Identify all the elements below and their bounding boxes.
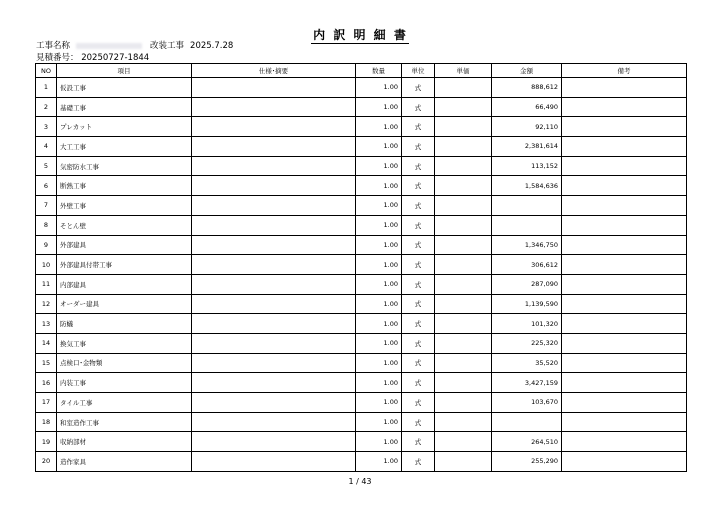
row-price	[435, 196, 492, 216]
row-spec	[192, 78, 356, 98]
table-row	[36, 412, 687, 432]
row-unit: 式	[402, 393, 435, 413]
row-qty: 1.00	[356, 393, 402, 413]
table-row	[36, 333, 687, 353]
row-price	[435, 215, 492, 235]
row-spec	[192, 373, 356, 393]
row-unit: 式	[402, 294, 435, 314]
row-qty: 1.00	[356, 452, 402, 472]
row-spec	[192, 235, 356, 255]
row-remarks	[562, 137, 687, 157]
row-no: 6	[36, 176, 57, 196]
row-remarks	[562, 235, 687, 255]
header-item: 項目	[57, 64, 192, 78]
header-unit: 単位	[402, 64, 435, 78]
row-unit: 式	[402, 373, 435, 393]
redacted-client-name	[76, 43, 142, 49]
row-remarks	[562, 274, 687, 294]
row-spec	[192, 137, 356, 157]
row-price	[435, 412, 492, 432]
row-item: 外部建具付帯工事	[57, 255, 192, 275]
row-remarks	[562, 373, 687, 393]
row-remarks	[562, 393, 687, 413]
row-price	[435, 97, 492, 117]
row-no: 10	[36, 255, 57, 275]
header-qty: 数量	[356, 64, 402, 78]
header-spec: 仕様･摘要	[192, 64, 356, 78]
row-item: 内部建具	[57, 274, 192, 294]
table-row	[36, 78, 687, 98]
row-item: 点検口･金物類	[57, 353, 192, 373]
row-qty: 1.00	[356, 255, 402, 275]
row-amount: 66,490	[492, 97, 562, 117]
row-price	[435, 255, 492, 275]
row-no: 2	[36, 97, 57, 117]
row-qty: 1.00	[356, 353, 402, 373]
row-price	[435, 294, 492, 314]
row-no: 3	[36, 117, 57, 137]
row-item: 断熱工事	[57, 176, 192, 196]
row-unit: 式	[402, 333, 435, 353]
row-spec	[192, 452, 356, 472]
row-qty: 1.00	[356, 235, 402, 255]
row-no: 17	[36, 393, 57, 413]
row-no: 7	[36, 196, 57, 216]
row-item: 大工工事	[57, 137, 192, 157]
row-item: 収納部材	[57, 432, 192, 452]
row-no: 16	[36, 373, 57, 393]
row-no: 20	[36, 452, 57, 472]
row-spec	[192, 117, 356, 137]
row-amount: 2,381,614	[492, 137, 562, 157]
table-row	[36, 432, 687, 452]
row-spec	[192, 255, 356, 275]
row-item: オーダー建具	[57, 294, 192, 314]
row-item: 気密防水工事	[57, 156, 192, 176]
row-item: 造作家具	[57, 452, 192, 472]
project-label: 工事名称	[36, 41, 71, 51]
row-item: 換気工事	[57, 333, 192, 353]
row-no: 5	[36, 156, 57, 176]
row-spec	[192, 196, 356, 216]
row-remarks	[562, 353, 687, 373]
row-no: 14	[36, 333, 57, 353]
row-remarks	[562, 294, 687, 314]
table-row	[36, 294, 687, 314]
row-amount	[492, 215, 562, 235]
row-remarks	[562, 412, 687, 432]
row-unit: 式	[402, 156, 435, 176]
row-no: 18	[36, 412, 57, 432]
row-qty: 1.00	[356, 412, 402, 432]
row-no: 4	[36, 137, 57, 157]
row-amount: 255,290	[492, 452, 562, 472]
row-remarks	[562, 97, 687, 117]
row-no: 8	[36, 215, 57, 235]
row-price	[435, 156, 492, 176]
table-row	[36, 117, 687, 137]
row-amount	[492, 196, 562, 216]
row-item: タイル工事	[57, 393, 192, 413]
row-remarks	[562, 196, 687, 216]
row-price	[435, 314, 492, 334]
table-row	[36, 255, 687, 275]
row-unit: 式	[402, 314, 435, 334]
table-row	[36, 137, 687, 157]
row-no: 9	[36, 235, 57, 255]
row-amount: 225,320	[492, 333, 562, 353]
row-qty: 1.00	[356, 156, 402, 176]
row-qty: 1.00	[356, 314, 402, 334]
row-qty: 1.00	[356, 176, 402, 196]
row-item: そとん壁	[57, 215, 192, 235]
row-unit: 式	[402, 235, 435, 255]
row-unit: 式	[402, 176, 435, 196]
table-row	[36, 353, 687, 373]
header-no: NO	[36, 64, 57, 78]
row-remarks	[562, 176, 687, 196]
row-spec	[192, 294, 356, 314]
project-name: 改装工事	[150, 41, 185, 51]
breakdown-table	[35, 63, 687, 472]
row-unit: 式	[402, 78, 435, 98]
row-price	[435, 452, 492, 472]
row-unit: 式	[402, 274, 435, 294]
row-amount: 306,612	[492, 255, 562, 275]
row-item: 外部建具	[57, 235, 192, 255]
table-row	[36, 235, 687, 255]
row-qty: 1.00	[356, 78, 402, 98]
row-no: 15	[36, 353, 57, 373]
table-row	[36, 156, 687, 176]
row-qty: 1.00	[356, 196, 402, 216]
table-row	[36, 393, 687, 413]
header-price: 単価	[435, 64, 492, 78]
row-unit: 式	[402, 255, 435, 275]
row-spec	[192, 393, 356, 413]
row-item: 外壁工事	[57, 196, 192, 216]
table-row	[36, 452, 687, 472]
row-remarks	[562, 314, 687, 334]
row-spec	[192, 333, 356, 353]
row-item: 防蟻	[57, 314, 192, 334]
row-no: 1	[36, 78, 57, 98]
row-qty: 1.00	[356, 432, 402, 452]
estimate-label: 見積番号：	[36, 53, 79, 63]
table-header-row	[36, 64, 687, 78]
row-item: 基礎工事	[57, 97, 192, 117]
row-spec	[192, 97, 356, 117]
row-price	[435, 432, 492, 452]
table-row	[36, 196, 687, 216]
row-spec	[192, 274, 356, 294]
row-amount: 92,110	[492, 117, 562, 137]
row-item: 和室造作工事	[57, 412, 192, 432]
row-price	[435, 176, 492, 196]
row-price	[435, 235, 492, 255]
project-date: 2025.7.28	[190, 41, 234, 51]
row-amount: 3,427,159	[492, 373, 562, 393]
row-item: 仮設工事	[57, 78, 192, 98]
row-qty: 1.00	[356, 333, 402, 353]
row-spec	[192, 432, 356, 452]
row-unit: 式	[402, 97, 435, 117]
row-amount: 35,520	[492, 353, 562, 373]
row-unit: 式	[402, 117, 435, 137]
row-qty: 1.00	[356, 294, 402, 314]
page-indicator: 1 / 43	[348, 477, 372, 486]
row-amount: 103,670	[492, 393, 562, 413]
table-row	[36, 97, 687, 117]
row-amount	[492, 412, 562, 432]
row-remarks	[562, 432, 687, 452]
row-unit: 式	[402, 215, 435, 235]
row-price	[435, 117, 492, 137]
row-remarks	[562, 156, 687, 176]
row-amount: 1,584,636	[492, 176, 562, 196]
row-amount: 1,346,750	[492, 235, 562, 255]
document-title: 内 訳 明 細 書	[313, 28, 408, 42]
row-qty: 1.00	[356, 373, 402, 393]
row-amount: 113,152	[492, 156, 562, 176]
row-spec	[192, 215, 356, 235]
header-amount: 金額	[492, 64, 562, 78]
estimate-line	[36, 51, 149, 63]
row-item: プレカット	[57, 117, 192, 137]
row-price	[435, 78, 492, 98]
row-price	[435, 137, 492, 157]
row-spec	[192, 314, 356, 334]
row-unit: 式	[402, 353, 435, 373]
row-unit: 式	[402, 196, 435, 216]
row-item: 内装工事	[57, 373, 192, 393]
project-line	[36, 39, 233, 51]
row-amount: 264,510	[492, 432, 562, 452]
row-spec	[192, 176, 356, 196]
row-unit: 式	[402, 412, 435, 432]
row-unit: 式	[402, 137, 435, 157]
table-row	[36, 176, 687, 196]
row-remarks	[562, 78, 687, 98]
row-unit: 式	[402, 452, 435, 472]
row-remarks	[562, 215, 687, 235]
row-no: 13	[36, 314, 57, 334]
row-remarks	[562, 117, 687, 137]
table-row	[36, 215, 687, 235]
row-price	[435, 353, 492, 373]
row-qty: 1.00	[356, 137, 402, 157]
row-remarks	[562, 452, 687, 472]
row-price	[435, 333, 492, 353]
row-qty: 1.00	[356, 97, 402, 117]
row-remarks	[562, 333, 687, 353]
row-qty: 1.00	[356, 215, 402, 235]
row-spec	[192, 353, 356, 373]
row-unit: 式	[402, 432, 435, 452]
table-row	[36, 373, 687, 393]
row-qty: 1.00	[356, 274, 402, 294]
row-remarks	[562, 255, 687, 275]
row-amount: 287,090	[492, 274, 562, 294]
row-price	[435, 274, 492, 294]
header-remarks: 備考	[562, 64, 687, 78]
row-no: 12	[36, 294, 57, 314]
table-row	[36, 274, 687, 294]
row-price	[435, 373, 492, 393]
row-spec	[192, 156, 356, 176]
estimate-number: 20250727-1844	[81, 53, 150, 63]
row-amount: 1,139,590	[492, 294, 562, 314]
row-no: 19	[36, 432, 57, 452]
row-price	[435, 393, 492, 413]
row-amount: 888,612	[492, 78, 562, 98]
table-row	[36, 314, 687, 334]
row-qty: 1.00	[356, 117, 402, 137]
row-spec	[192, 412, 356, 432]
row-amount: 101,320	[492, 314, 562, 334]
row-no: 11	[36, 274, 57, 294]
